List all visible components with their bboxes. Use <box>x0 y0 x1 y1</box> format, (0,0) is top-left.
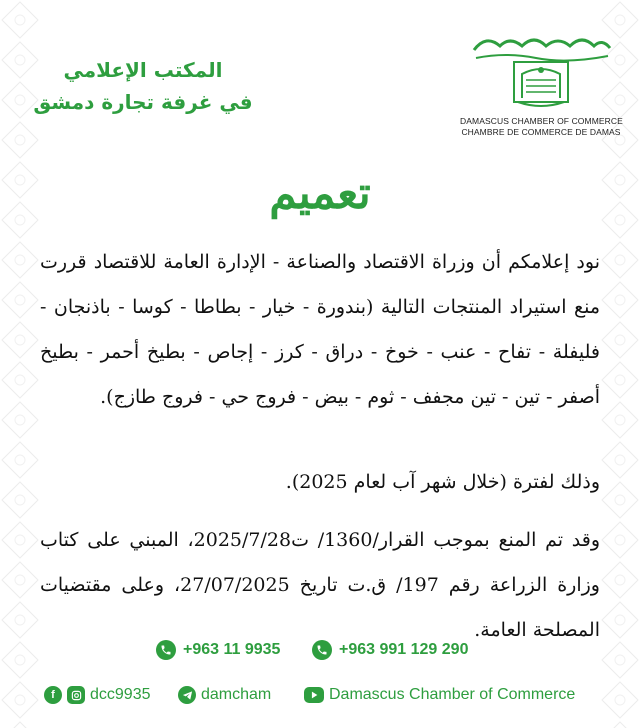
social-handle: dcc9935 <box>90 686 151 703</box>
youtube-icon <box>304 687 324 703</box>
logo-text-english: DAMASCUS CHAMBER OF COMMERCE <box>460 116 623 126</box>
phone-contact-landline[interactable] <box>156 640 280 660</box>
phone-icon <box>156 640 176 660</box>
social-facebook-instagram[interactable] <box>44 686 151 704</box>
media-office-heading <box>28 54 258 118</box>
paragraph-period: وذلك لفترة (خلال شهر آب لعام 2025). <box>285 471 600 493</box>
paragraph-ban-notice: نود إعلامكم أن وزراة الاقتصاد والصناعة - الإدارة العامة للاقتصاد قررت منع استيراد المنتجات التالية (بندورة - خيار - بطاطا - كوسا - باذنجان - فليفلة - تفاح - عنب - خوخ - دراق - كرز - إجاص - بطيخ أحمر - بطيخ أصفر - تين - تين مجفف - ثوم - بيض - فروج حي - فروج طازج). <box>40 251 600 408</box>
paragraph-decision-reference: وقد تم المنع بموجب القرار/1360/ ت2025/7/28، المبني على كتاب وزارة الزراعة رقم 197/ ق.ت تاريخ 27/07/2025، وعلى مقتضيات المصلحة العامة. <box>40 529 600 641</box>
telegram-icon <box>178 686 196 704</box>
facebook-icon: f <box>44 686 62 704</box>
media-office-line1: المكتب الإعلامي <box>63 58 223 82</box>
circular-title: تعميم <box>269 168 371 219</box>
phone-number-landline: +963 11 9935 <box>183 641 281 658</box>
logo-text-french: CHAMBRE DE COMMERCE DE DAMAS <box>461 127 621 137</box>
media-office-line2: في غرفة تجارة دمشق <box>33 90 253 114</box>
phone-number-mobile: +963 991 129 290 <box>339 641 469 658</box>
instagram-icon <box>67 686 85 704</box>
telegram-handle: damcham <box>201 686 272 703</box>
phone-icon <box>312 640 332 660</box>
youtube-channel: Damascus Chamber of Commerce <box>329 686 576 703</box>
social-telegram[interactable] <box>178 686 271 704</box>
phone-contact-mobile[interactable] <box>312 640 468 660</box>
social-youtube[interactable] <box>304 686 575 704</box>
